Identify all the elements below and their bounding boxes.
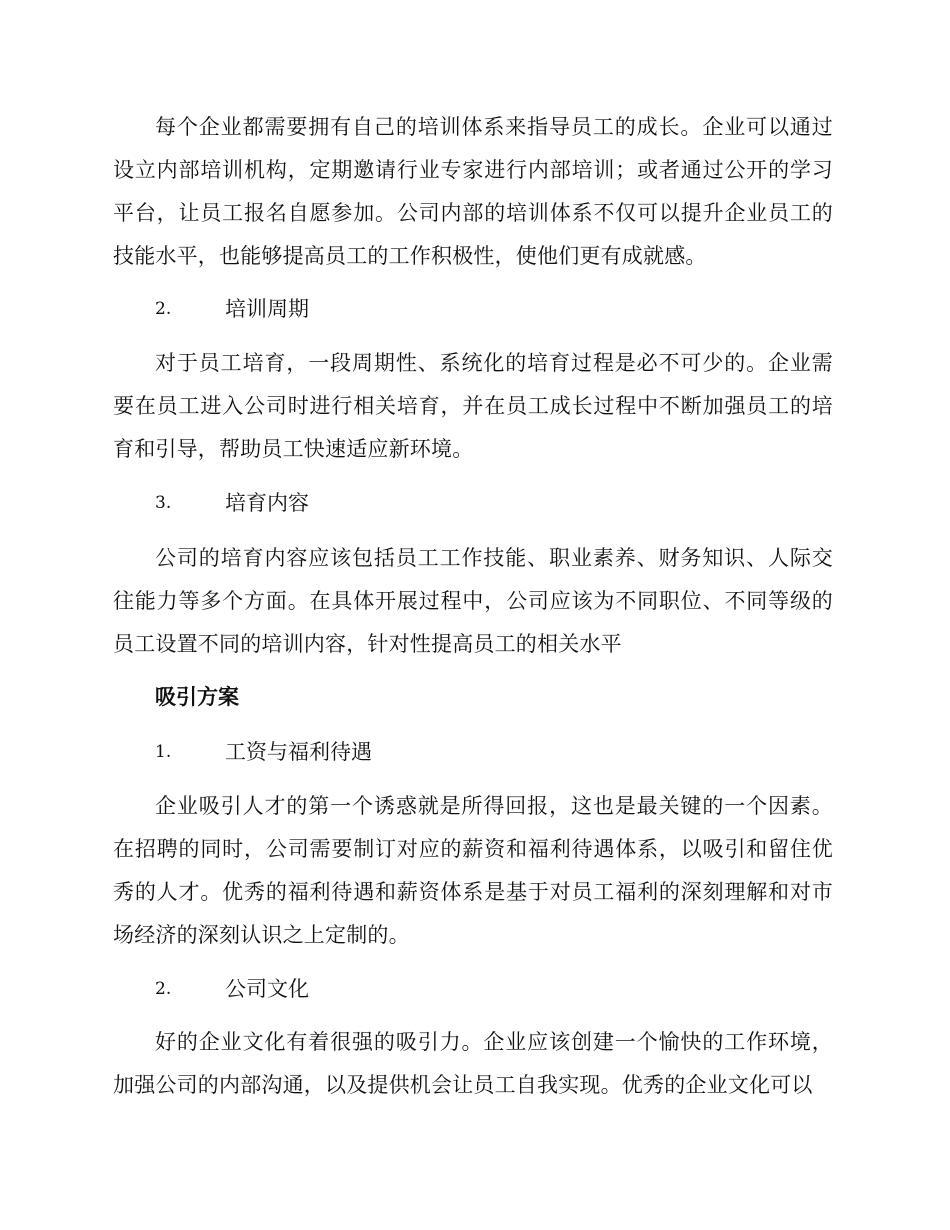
paragraph-salary-benefits: 企业吸引人才的第一个诱惑就是所得回报，这也是最关键的一个因素。在招聘的同时，公司需要制订对应的薪资和福利待遇体系，以吸引和留住优秀的人才。优秀的福利待遇和薪资体系是基于对员工福利的深刻理解和对市场经济的深刻认识之上定制的。 [113, 794, 833, 947]
list-number: 2. [155, 979, 172, 999]
paragraph-training-system: 每个企业都需要拥有自己的培训体系来指导员工的成长。企业可以通过设立内部培训机构，定期邀请行业专家进行内部培训；或者通过公开的学习平台，让员工报名自愿参加。公司内部的培训体系不仅可以提升企业员工的技能水平，也能够提高员工的工作积极性，使他们更有成就感。 [113, 115, 833, 268]
list-label: 工资与福利待遇 [225, 740, 372, 764]
paragraph-training-content: 公司的培育内容应该包括员工工作技能、职业素养、财务知识、人际交往能力等多个方面。在具体开展过程中，公司应该为不同职位、不同等级的员工设置不同的培训内容，针对性提高员工的相关水平 [113, 546, 833, 656]
list-label: 培训周期 [225, 297, 309, 321]
list-label: 公司文化 [225, 977, 309, 1001]
list-number: 1. [155, 742, 172, 762]
paragraph-company-culture: 好的企业文化有着很强的吸引力。企业应该创建一个愉快的工作环境，加强公司的内部沟通，以及提供机会让员工自我实现。优秀的企业文化可以 [113, 1030, 833, 1097]
section-heading-attraction-plan: 吸引方案 [155, 685, 239, 709]
paragraph-training-cycle: 对于员工培育，一段周期性、系统化的培育过程是必不可少的。企业需要在员工进入公司时进行相关培育，并在员工成长过程中不断加强员工的培育和引导，帮助员工快速适应新环境。 [113, 351, 833, 461]
list-label: 培育内容 [225, 491, 309, 515]
list-number: 2. [155, 299, 172, 319]
list-number: 3. [155, 493, 172, 513]
